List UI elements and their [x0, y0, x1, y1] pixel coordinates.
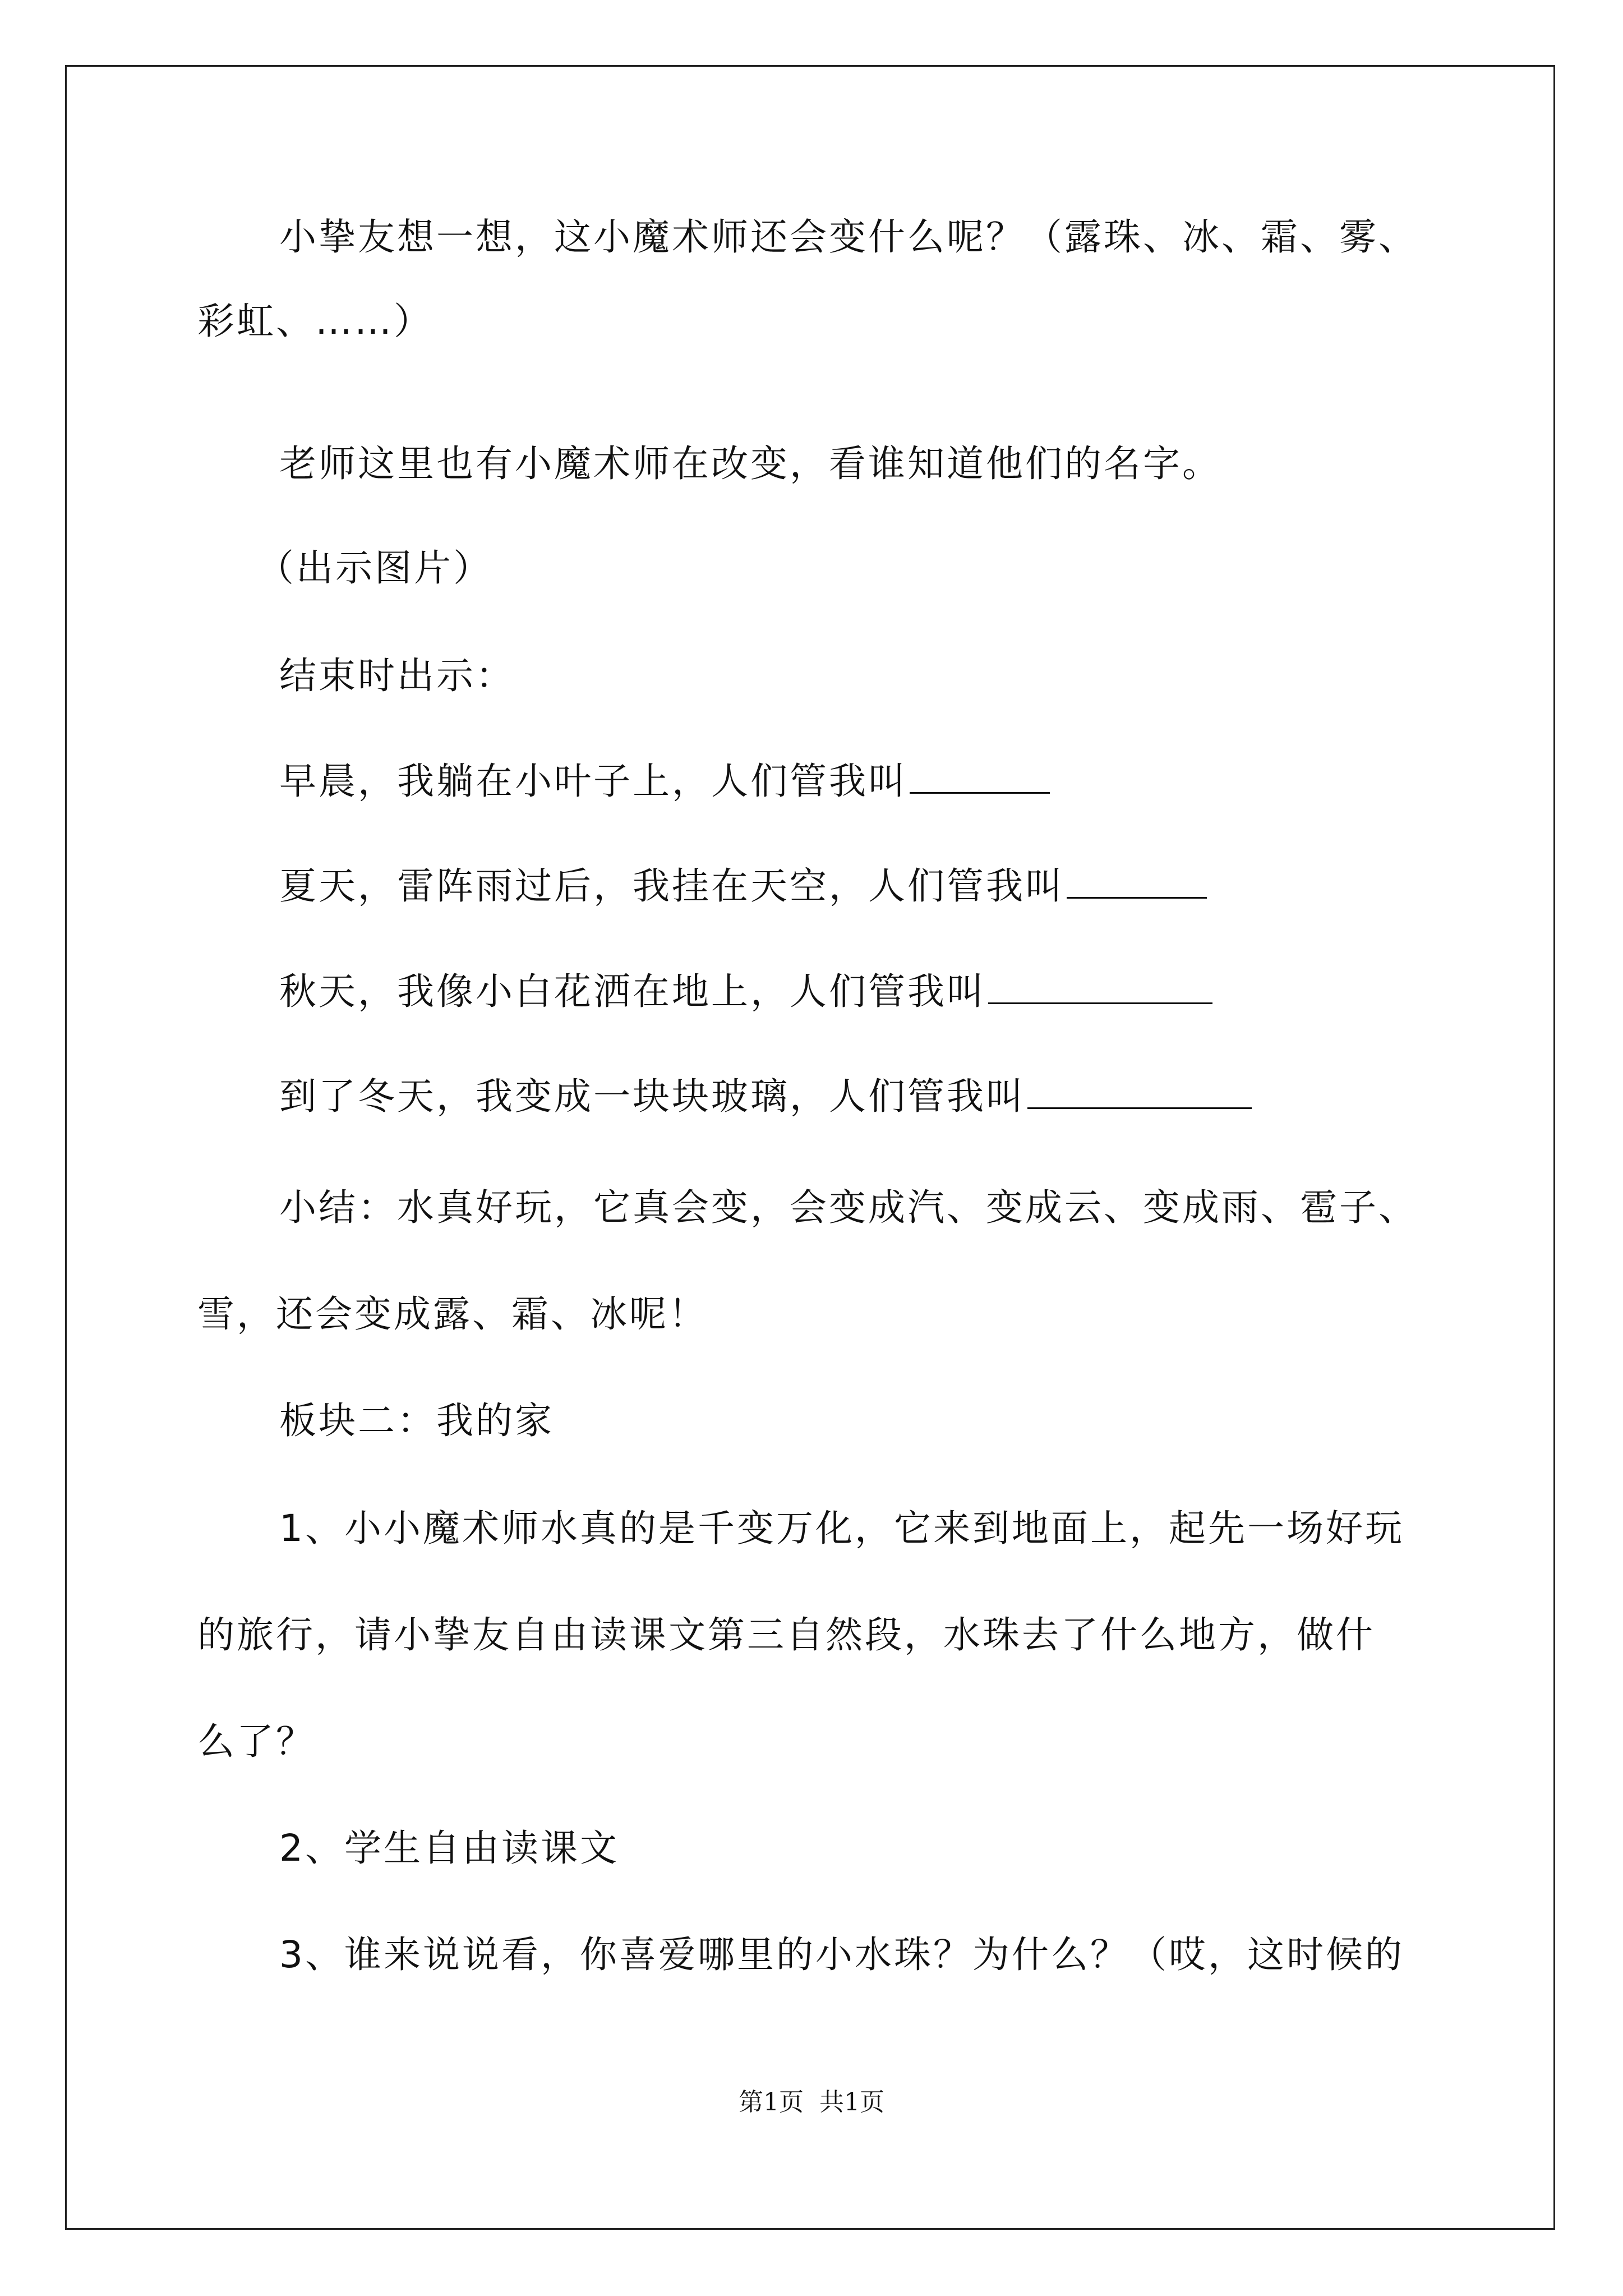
paragraph-line: 老师这里也有小魔术师在改变，看谁知道他们的名字。 — [279, 442, 1221, 485]
fill-in-line — [279, 967, 1212, 1017]
page-border — [65, 65, 1555, 2230]
page-number: 第1页 — [739, 2088, 804, 2116]
fill-in-line — [279, 861, 1207, 912]
answer-blank — [1067, 862, 1207, 899]
answer-blank — [910, 757, 1050, 794]
paragraph-line: （出示图片） — [257, 546, 492, 590]
section-heading: 板块二：我的家 — [279, 1399, 554, 1442]
paragraph-line: 彩虹、……） — [197, 300, 433, 343]
answer-blank — [988, 968, 1212, 1004]
page-total: 共1页 — [819, 2088, 884, 2116]
paragraph-line: 结束时出示： — [279, 654, 515, 697]
fill-in-prompt: 夏天，雷阵雨过后，我挂在天空，人们管我叫 — [279, 864, 1064, 908]
fill-in-prompt: 到了冬天，我变成一块块玻璃，人们管我叫 — [279, 1075, 1025, 1118]
paragraph-line: 么了？ — [197, 1720, 315, 1763]
paragraph-line: 雪，还会变成露、霜、冰呢！ — [197, 1292, 708, 1336]
fill-in-prompt: 早晨，我躺在小叶子上，人们管我叫 — [279, 760, 907, 803]
answer-blank — [1027, 1073, 1252, 1109]
page-footer — [0, 2086, 1623, 2119]
fill-in-line — [279, 756, 1050, 807]
paragraph-line: 3、谁来说说看，你喜爱哪里的小水珠？为什么？（哎，这时候的 — [279, 1933, 1404, 1976]
paragraph-line: 小挚友想一想，这小魔术师还会变什么呢？（露珠、冰、霜、雾、 — [279, 215, 1418, 259]
fill-in-line — [279, 1071, 1252, 1122]
paragraph-line: 2、学生自由读课文 — [279, 1826, 619, 1870]
paragraph-line: 的旅行，请小挚友自由读课文第三自然段，水珠去了什么地方，做什 — [197, 1613, 1375, 1657]
fill-in-prompt: 秋天，我像小白花洒在地上，人们管我叫 — [279, 970, 986, 1013]
paragraph-line: 1、小小魔术师水真的是千变万化，它来到地面上，起先一场好玩 — [279, 1507, 1404, 1550]
paragraph-line: 小结：水真好玩，它真会变，会变成汽、变成云、变成雨、雹子、 — [279, 1186, 1418, 1229]
